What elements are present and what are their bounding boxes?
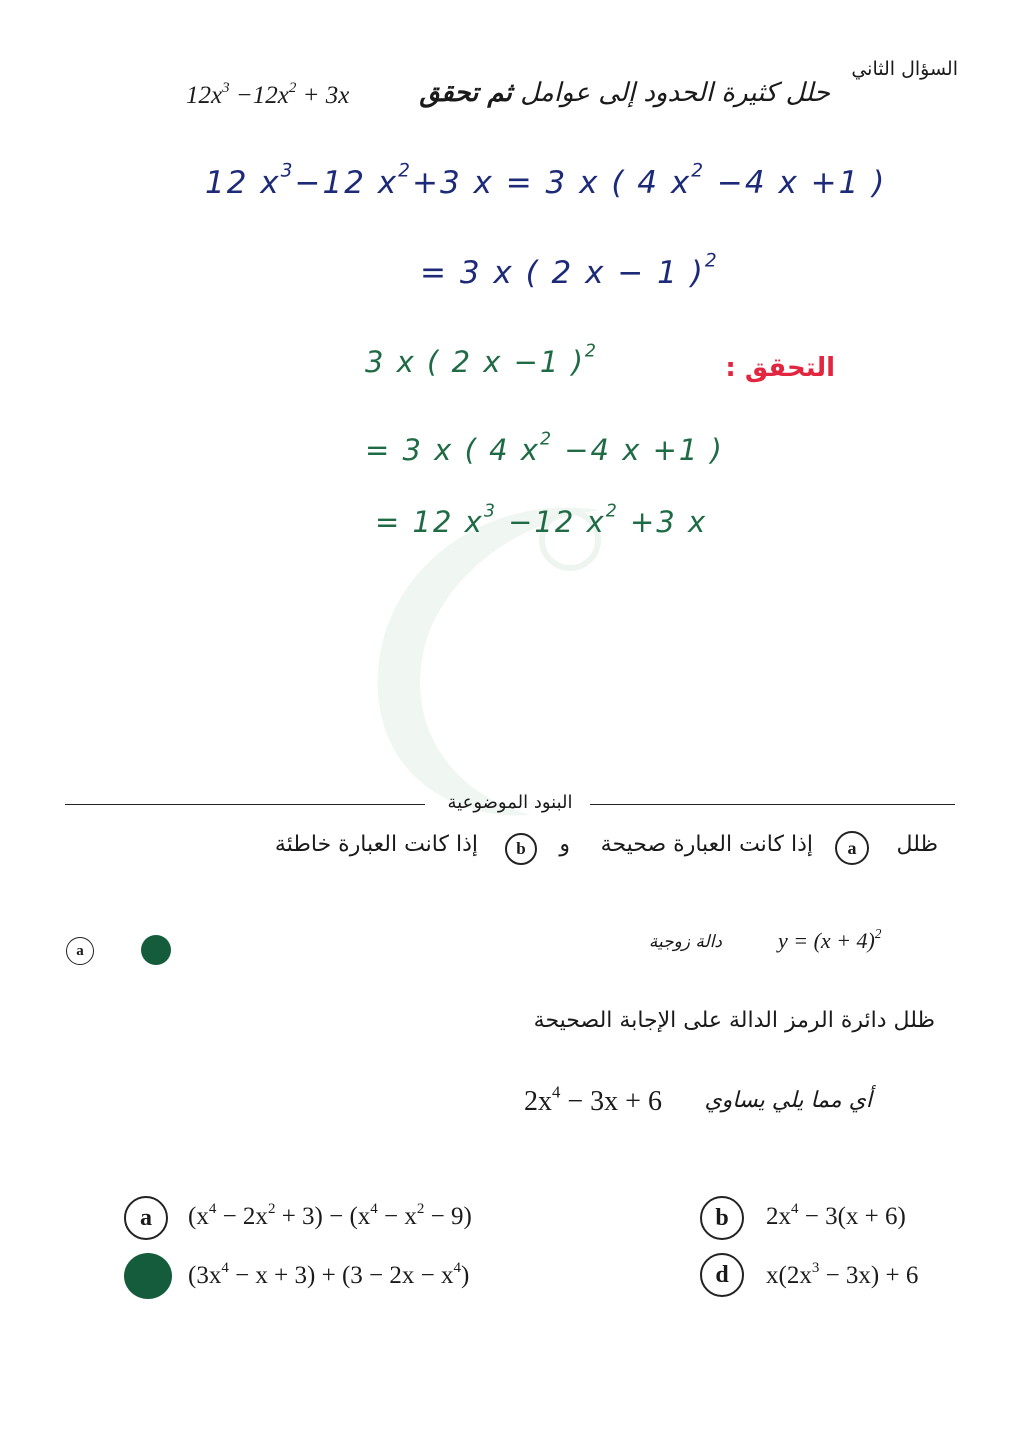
section-rule-right	[590, 804, 955, 805]
verify-line-1: 3 x ( 2 x −1 )$^2$	[365, 341, 598, 379]
legend-true-text: إذا كانت العبارة صحيحة	[600, 832, 813, 857]
mcq-expression: $2x^4 - 3x + 6$	[524, 1082, 662, 1117]
instruction-bold: ثم تحقق	[419, 78, 512, 108]
option-b-circle[interactable]: b	[700, 1196, 744, 1240]
option-c-text: $(3x^4 - x + 3) + (3 - 2x - x^4)$	[188, 1259, 470, 1289]
shade-word: ظلل	[896, 832, 938, 857]
legend-and: و	[559, 832, 570, 857]
legend-a-circle: a	[835, 831, 869, 865]
legend-false-text: إذا كانت العبارة خاطئة	[274, 832, 478, 857]
solution-line-1: 12 $x^3-12$ $x^2+3$ x = 3 x ( 4 $x^2 -4$ x +1 )	[205, 160, 887, 201]
poly-exp1: 3	[222, 79, 230, 96]
mcq-instruction: ظلل دائرة الرمز الدالة على الإجابة الصحيحة	[533, 1008, 935, 1033]
legend-b-circle: b	[505, 833, 537, 865]
poly-term2: −12x	[229, 82, 289, 109]
option-a-circle[interactable]: a	[124, 1196, 168, 1240]
item1-a-circle[interactable]: a	[66, 937, 94, 965]
solution-line-2: = 3 x ( 2 x − 1 )$^2$	[420, 250, 719, 291]
option-a-text: $(x^4 - 2x^2 + 3) - (x^4 - x^2 - 9)$	[188, 1200, 472, 1230]
poly-exp2: 2	[288, 79, 297, 96]
instruction-text: حلل كثيرة الحدود إلى عوامل	[520, 78, 830, 108]
question-polynomial	[186, 79, 350, 110]
section-rule-left	[65, 804, 425, 805]
option-d-circle[interactable]: d	[700, 1253, 744, 1297]
question-title: السؤال الثاني	[851, 58, 958, 80]
option-c-shaded-circle[interactable]	[124, 1253, 172, 1299]
item1-shaded-circle[interactable]	[141, 935, 171, 965]
verify-line-2: = 3 x ( 4 $x^2 -4$ x +1 )	[365, 429, 724, 467]
verify-line-3: = 12 $x^3 -12$ $x^2 +3$ x	[375, 501, 708, 539]
option-b-text: $2x^4 - 3(x + 6)$	[766, 1200, 906, 1230]
item1-equation: $y = (x + 4)^2$	[778, 926, 882, 953]
poly-term1: 12x	[186, 82, 223, 109]
option-d-text: $x(2x^3 - 3x) + 6$	[766, 1259, 919, 1289]
verify-label: التحقق :	[725, 353, 835, 383]
item1-statement: دالة زوجية	[648, 932, 722, 952]
mcq-question: أي مما يلي يساوي	[704, 1088, 872, 1113]
poly-term3: + 3x	[296, 82, 350, 109]
objective-heading: البنود الموضوعية	[447, 792, 573, 813]
question-instruction	[420, 78, 831, 108]
